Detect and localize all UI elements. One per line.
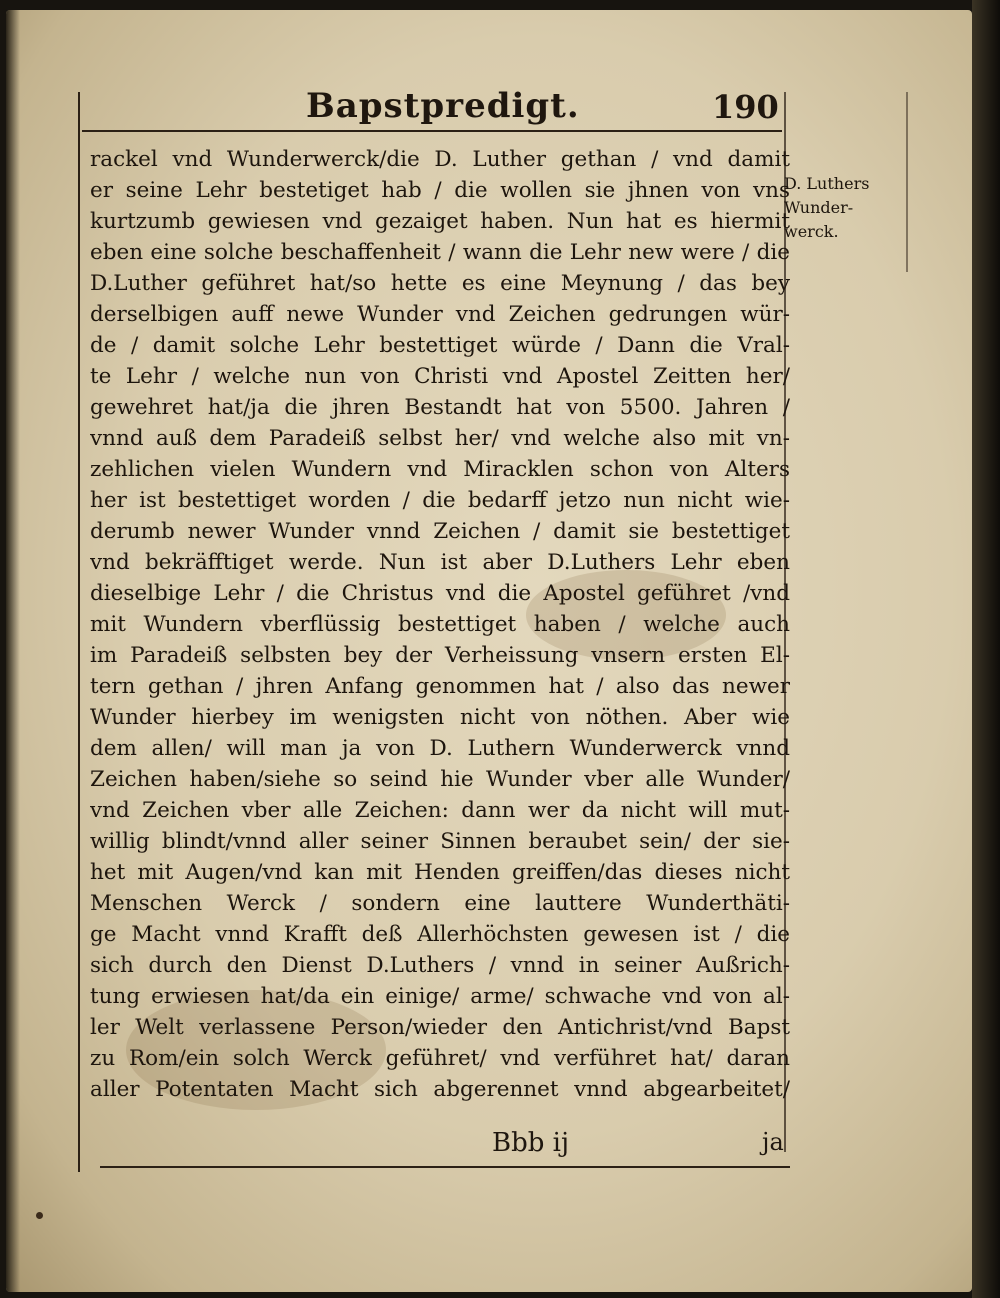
outer-margin-rule <box>906 92 908 272</box>
text-line: kurtzumb gewiesen vnd gezaiget haben. Nun hat es hiermit <box>90 209 790 234</box>
text-line: het mit Augen/vnd kan mit Henden greiffen/das dieses nicht <box>90 860 790 885</box>
catchword: ja <box>762 1128 784 1156</box>
text-line: Wunder hierbey im wenigsten nicht von nöthen. Aber wie <box>90 705 790 730</box>
margin-note-line: Wunder- <box>784 198 854 217</box>
text-line: gewehret hat/ja die jhren Bestandt hat von 5500. Jahren / <box>90 395 790 420</box>
text-line: eben eine solche beschaffenheit / wann die Lehr new were / die <box>90 240 790 265</box>
text-line: zehlichen vielen Wundern vnd Miracklen schon von Alters <box>90 457 790 482</box>
footer-rule <box>100 1166 790 1168</box>
left-frame-rule <box>78 92 80 1172</box>
text-line: Zeichen haben/siehe so seind hie Wunder vber alle Wunder/ <box>90 767 790 792</box>
text-line: willig blindt/vnnd aller seiner Sinnen beraubet sein/ der sie- <box>90 829 790 854</box>
margin-note-line: D. Luthers <box>784 174 870 193</box>
text-line: te Lehr / welche nun von Christi vnd Apostel Zeitten her/ <box>90 364 790 389</box>
text-line: dem allen/ will man ja von D. Luthern Wunderwerck vnnd <box>90 736 790 761</box>
text-line: dieselbige Lehr / die Christus vnd die Apostel geführet /vnd <box>90 581 790 606</box>
text-line: mit Wundern vberflüssig bestettiget haben / welche auch <box>90 612 790 637</box>
text-line: vnd Zeichen vber alle Zeichen: dann wer da nicht will mut- <box>90 798 790 823</box>
margin-note-line: werck. <box>784 222 839 241</box>
text-line: vnd bekräfftiget werde. Nun ist aber D.Luthers Lehr eben <box>90 550 790 575</box>
text-line: her ist bestettiget worden / die bedarff jetzo nun nicht wie- <box>90 488 790 513</box>
margin-note <box>784 172 904 244</box>
page-gutter-shadow <box>6 10 20 1292</box>
text-line: derumb newer Wunder vnnd Zeichen / damit sie bestettiget <box>90 519 790 544</box>
text-line: Menschen Werck / sondern eine lauttere Wunderthäti- <box>90 891 790 916</box>
running-title: Bapstpredigt. <box>306 86 580 126</box>
text-line: im Paradeiß selbsten bey der Verheissung vnsern ersten El- <box>90 643 790 668</box>
text-line: tern gethan / jhren Anfang genommen hat / also das newer <box>90 674 790 699</box>
signature-mark: Bbb ij <box>492 1128 570 1158</box>
text-line: ge Macht vnnd Krafft deß Allerhöchsten gewesen ist / die <box>90 922 790 947</box>
text-line: derselbigen auff newe Wunder vnd Zeichen gedrungen wür- <box>90 302 790 327</box>
text-line: zu Rom/ein solch Werck geführet/ vnd verführet hat/ daran <box>90 1046 790 1071</box>
book-edge <box>972 0 1000 1298</box>
text-line: vnnd auß dem Paradeiß selbst her/ vnd welche also mit vn- <box>90 426 790 451</box>
page-number: 190 <box>712 88 779 126</box>
text-line: tung erwiesen hat/da ein einige/ arme/ schwache vnd von al- <box>90 984 790 1009</box>
text-line: ler Welt verlassene Person/wieder den Antichrist/vnd Bapst <box>90 1015 790 1040</box>
text-line: D.Luther geführet hat/so hette es eine Meynung / das bey <box>90 271 790 296</box>
header-rule <box>82 130 782 132</box>
text-line: aller Potentaten Macht sich abgerennet vnnd abgearbeitet/ <box>90 1077 790 1102</box>
text-line: rackel vnd Wunderwerck/die D. Luther gethan / vnd damit <box>90 147 790 172</box>
ink-spot <box>36 1212 43 1219</box>
text-line: sich durch den Dienst D.Luthers / vnnd in seiner Außrich- <box>90 953 790 978</box>
text-line: er seine Lehr bestetiget hab / die wollen sie jhnen von vns <box>90 178 790 203</box>
text-line: de / damit solche Lehr bestettiget würde / Dann die Vral- <box>90 333 790 358</box>
